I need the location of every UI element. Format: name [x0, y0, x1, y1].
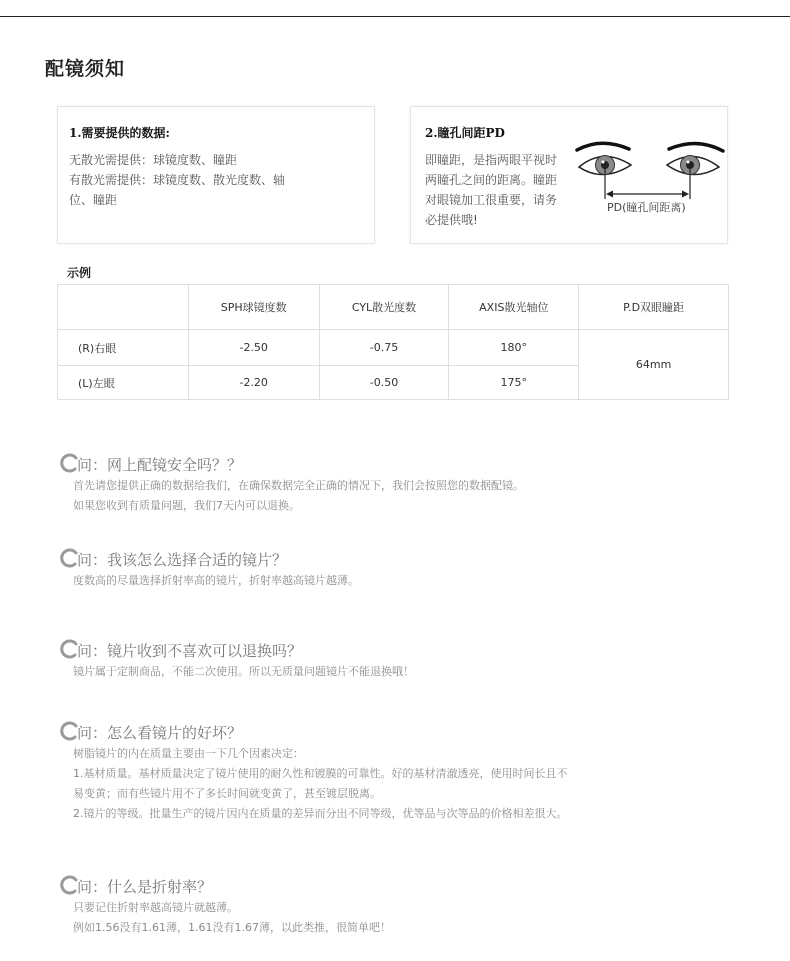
faq-question: [60, 718, 760, 744]
faq-answer-line: 镜片属于定制商品，不能二次使用。所以无质量问题镜片不能退换哦！: [73, 665, 414, 678]
faq-answer-line: 1.基材质量。基材质量决定了镜片使用的耐久性和镀膜的可靠性。好的基材清澈透亮，使用时间长且不: [73, 767, 568, 780]
required-data-line: 位、瞳距: [69, 193, 118, 207]
faq-question-text: 问：镜片收到不喜欢可以退换吗？: [77, 642, 303, 660]
table-header-cell: AXIS散光轴位: [449, 285, 579, 330]
required-data-line: 有散光需提供：球镜度数、散光度数、轴: [69, 173, 286, 187]
table-cell-eye: (L)左眼: [58, 366, 189, 400]
faq-answer-line: 例如1.56没有1.61薄，1.61没有1.67薄，以此类推，很简单吧！: [73, 921, 391, 934]
faq-answer-line: 易变黄；而有些镜片用不了多长时间就变黄了，甚至镀层脱离。: [73, 787, 381, 800]
faq-answer-line: 2.镜片的等级。批量生产的镜片因内在质量的差异而分出不同等级，优等品与次等品的价格相差很大。: [73, 807, 568, 820]
faq-answer-line: 首先请您提供正确的数据给我们，在确保数据完全正确的情况下，我们会按照您的数据配镜。: [73, 479, 524, 492]
required-data-heading: 1.需要提供的数据:: [69, 126, 170, 140]
faq-item: [60, 636, 760, 682]
table-header-cell: P.D双眼瞳距: [579, 285, 729, 330]
faq-item: [60, 545, 760, 591]
required-data-card: [57, 106, 375, 244]
pupil-distance-heading: 2.瞳孔间距PD: [425, 126, 505, 140]
pupil-distance-text: [425, 150, 567, 230]
prescription-example-table: [57, 284, 729, 400]
faq-answer: [73, 744, 760, 824]
faq-answer: [73, 476, 760, 516]
faq-question-text: 问：网上配镜安全吗？？: [77, 456, 243, 474]
example-heading: 示例: [67, 266, 92, 280]
pupil-distance-line: 对眼镜加工很重要，请务: [425, 193, 558, 207]
faq-answer-line: 度数高的尽量选择折射率高的镜片，折射率越高镜片越薄。: [73, 574, 359, 587]
table-header-row: [58, 285, 729, 330]
table-cell-axis: 180°: [449, 330, 579, 366]
table-cell-cyl: -0.50: [319, 366, 449, 400]
faq-item: [60, 718, 760, 824]
faq-answer-line: 只要记住折射率越高镜片就越薄。: [73, 901, 238, 914]
pupil-distance-line: 两瞳孔之间的距离。瞳距: [425, 173, 558, 187]
faq-answer-line: 如果您收到有质量问题，我们7天内可以退换。: [73, 499, 300, 512]
top-divider: [0, 16, 790, 17]
faq-item: [60, 450, 760, 516]
table-header-cell: SPH球镜度数: [188, 285, 319, 330]
faq-question: [60, 872, 760, 898]
table-header-cell: [58, 285, 189, 330]
table-cell-sph: -2.50: [188, 330, 319, 366]
pupil-distance-line: 必提供哦!: [425, 213, 478, 227]
faq-question: [60, 450, 760, 476]
table-header-cell: CYL散光度数: [319, 285, 449, 330]
faq-question: [60, 636, 760, 662]
pd-diagram-label: PD(瞳孔间距离): [607, 201, 686, 214]
faq-answer: [73, 898, 760, 938]
table-cell-cyl: -0.75: [319, 330, 449, 366]
faq-question-text: 问：怎么看镜片的好坏？: [77, 724, 243, 742]
pupil-distance-card: [410, 106, 728, 244]
faq-answer: [73, 662, 760, 682]
page-title: 配镜须知: [45, 58, 126, 80]
pupil-distance-line: 即瞳距，是指两眼平视时: [425, 153, 558, 167]
table-cell-eye: (R)右眼: [58, 330, 189, 366]
faq-item: [60, 872, 760, 938]
table-cell-sph: -2.20: [188, 366, 319, 400]
table-cell-pd: 64mm: [579, 330, 729, 400]
faq-answer-line: 树脂镜片的内在质量主要由一下几个因素决定：: [73, 747, 304, 760]
required-data-text: [69, 150, 299, 210]
faq-question-text: 问：我该怎么选择合适的镜片？: [77, 551, 288, 569]
faq-answer: [73, 571, 760, 591]
table-row: [58, 330, 729, 366]
table-cell-axis: 175°: [449, 366, 579, 400]
faq-question: [60, 545, 760, 571]
required-data-line: 无散光需提供：球镜度数、瞳距: [69, 153, 238, 167]
faq-question-text: 问：什么是折射率？: [77, 878, 213, 896]
